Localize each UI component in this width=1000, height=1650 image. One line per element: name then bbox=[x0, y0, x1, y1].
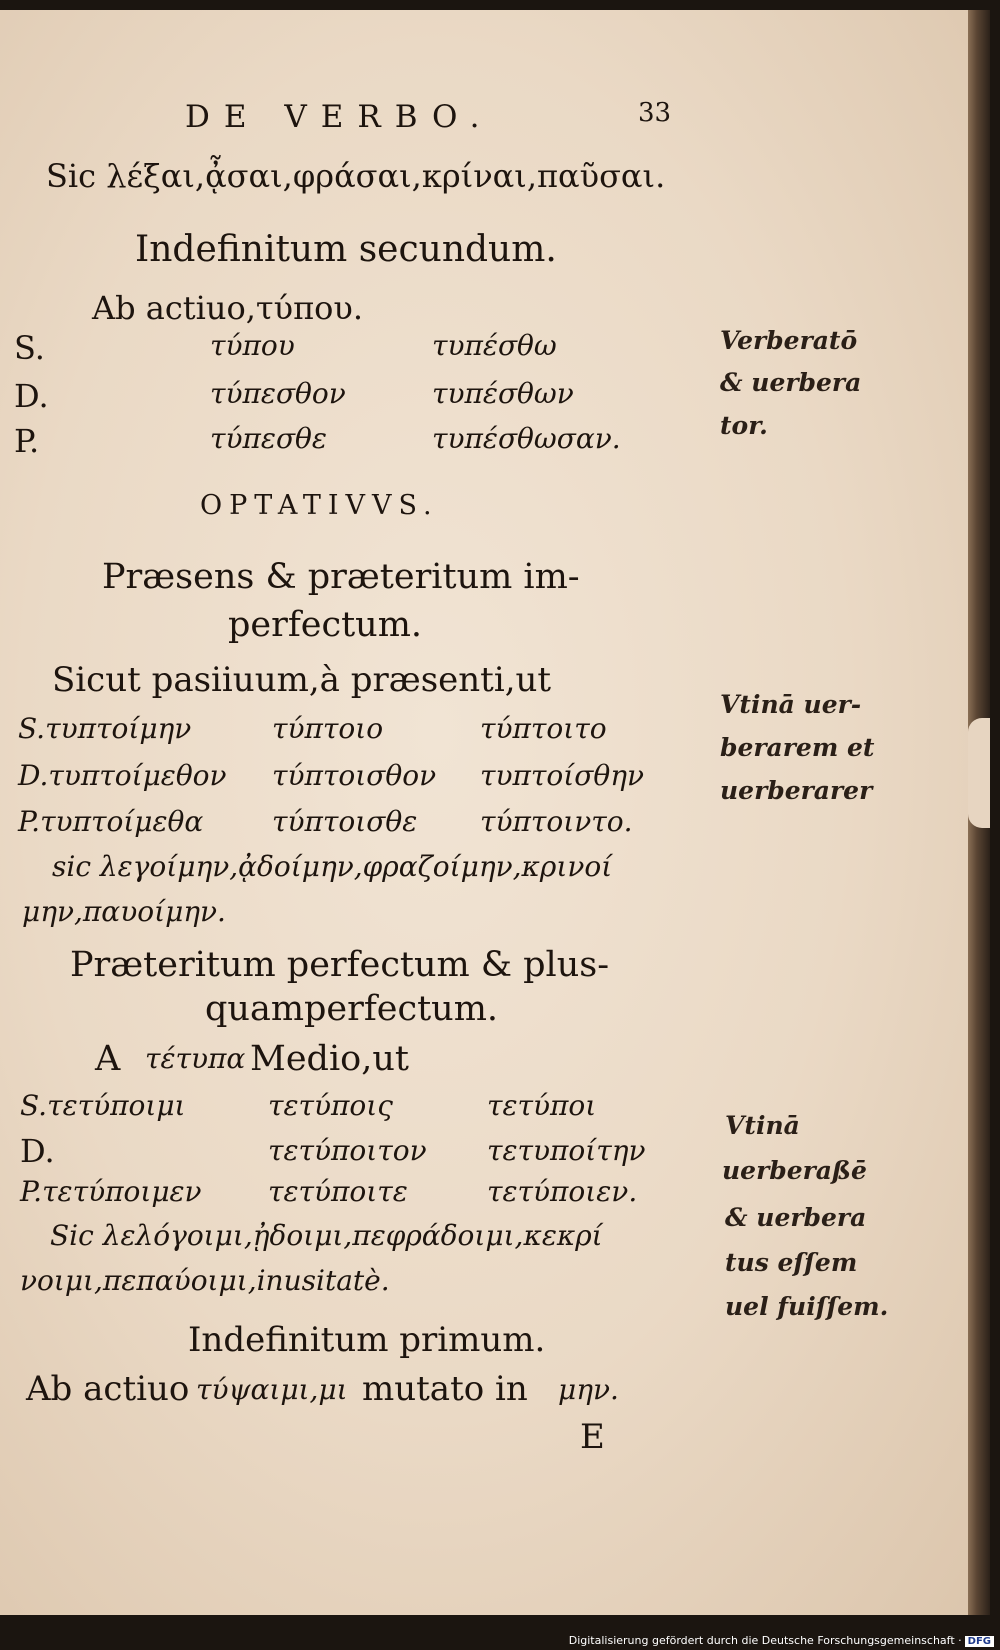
opt-d-3: τυπτοίσθην bbox=[480, 759, 645, 792]
pf-s-2: τετύποις bbox=[268, 1089, 393, 1122]
text-line-18-c: Medio,ut bbox=[250, 1039, 409, 1079]
opt-s-1: S.τυπτοίμην bbox=[18, 712, 192, 745]
cell-s-2: τυπέσθω bbox=[432, 329, 557, 362]
subheading-line-2: perfectum. bbox=[228, 605, 423, 645]
pf-p-2: τετύποιτε bbox=[268, 1175, 408, 1208]
subheading-line-1: Præsens & præteritum im- bbox=[102, 557, 580, 597]
signature-mark: E bbox=[580, 1417, 605, 1457]
pf-d-1: D. bbox=[20, 1132, 55, 1170]
subheading-perfectum-2: quamperfectum. bbox=[205, 989, 499, 1029]
opt-d-1: D.τυπτοίμεθον bbox=[18, 759, 227, 792]
pf-p-3: τετύποιεν. bbox=[487, 1175, 638, 1208]
pf-d-2: τετύποιτον bbox=[268, 1134, 427, 1167]
text-line-23: νοιμι,πεπαύοιμι,inusitatè. bbox=[20, 1264, 390, 1297]
pf-s-3: τετύποι bbox=[487, 1089, 597, 1122]
row-label-s: S. bbox=[14, 329, 45, 367]
section-heading-optatiuus: OPTATIVVS. bbox=[200, 490, 439, 521]
row-label-d: D. bbox=[14, 377, 49, 415]
row-label-p: P. bbox=[14, 422, 40, 460]
opt-p-3: τύπτοιντο. bbox=[480, 805, 633, 838]
text-line-18-a: A bbox=[95, 1039, 121, 1079]
text-line-3: Ab actiuo,τύπου. bbox=[92, 289, 363, 327]
digitization-credit bbox=[569, 1634, 994, 1647]
margin-note-3-line-2: uerberaßē bbox=[722, 1156, 867, 1185]
section-heading-indefinitum-secundum: Indefinitum secundum. bbox=[135, 229, 557, 270]
margin-note-3-line-1: Vtinā bbox=[725, 1111, 800, 1140]
margin-note-1-line-3: tor. bbox=[720, 411, 768, 440]
dfg-logo: DFG bbox=[965, 1636, 994, 1647]
text-line-1: Sic λέξαι,ᾆσαι,φράσαι,κρίναι,παῦσαι. bbox=[46, 157, 666, 195]
section-heading-indefinitum-primum: Indefinitum primum. bbox=[188, 1320, 546, 1360]
margin-note-2-line-2: berarem et bbox=[720, 733, 875, 762]
cell-p-1: τύπεσθε bbox=[210, 422, 327, 455]
margin-note-3-line-3: & uerbera bbox=[725, 1203, 867, 1232]
margin-note-3-line-4: tus eſſem bbox=[725, 1248, 858, 1277]
cell-p-2: τυπέσθωσαν. bbox=[432, 422, 621, 455]
margin-note-2-line-1: Vtinā uer- bbox=[720, 690, 862, 719]
text-line-22: Sic λελόγοιμι,ᾐδοιμι,πεφράδοιμι,κεκρί bbox=[50, 1219, 603, 1252]
text-line-25-d: μην. bbox=[558, 1373, 619, 1406]
book-page bbox=[0, 10, 968, 1615]
page-tab-marker bbox=[968, 718, 990, 828]
text-line-14: sic λεγοίμην,ᾀδοίμην,φραζοίμην,κρινοί bbox=[52, 850, 613, 883]
text-line-25-c: mutato in bbox=[362, 1369, 528, 1409]
credit-text: Digitalisierung gefördert durch die Deutsche Forschungsgemeinschaft · bbox=[568, 1634, 962, 1647]
opt-s-3: τύπτοιτο bbox=[480, 712, 607, 745]
text-line-10: Sicut pasiiuum,à præsenti,ut bbox=[52, 660, 552, 700]
opt-d-2: τύπτοισθον bbox=[272, 759, 437, 792]
opt-p-2: τύπτοισθε bbox=[272, 805, 418, 838]
cell-s-1: τύπου bbox=[210, 329, 295, 362]
cell-d-1: τύπεσθον bbox=[210, 377, 346, 410]
subheading-perfectum-1: Præteritum perfectum & plus- bbox=[70, 945, 610, 985]
opt-p-1: P.τυπτοίμεθα bbox=[18, 805, 204, 838]
text-line-15: μην,παυοίμην. bbox=[22, 895, 226, 928]
page-number: 33 bbox=[638, 98, 672, 128]
cell-d-2: τυπέσθων bbox=[432, 377, 574, 410]
opt-s-2: τύπτοιο bbox=[272, 712, 384, 745]
margin-note-1-line-2: & uerbera bbox=[720, 368, 862, 397]
text-line-18-b: τέτυπα bbox=[145, 1042, 246, 1075]
margin-note-2-line-3: uerberarer bbox=[720, 776, 873, 805]
pf-s-1: S.τετύποιμι bbox=[20, 1089, 186, 1122]
pf-d-3: τετυποίτην bbox=[487, 1134, 646, 1167]
text-line-25-b: τύψαιμι,μι bbox=[196, 1373, 348, 1406]
text-line-25-a: Ab actiuo bbox=[26, 1369, 190, 1409]
pf-p-1: P.τετύποιμεν bbox=[20, 1175, 202, 1208]
margin-note-3-line-5: uel fuiſſem. bbox=[725, 1292, 889, 1321]
margin-note-1-line-1: Verberatō bbox=[720, 326, 858, 355]
running-title: DE VERBO. bbox=[185, 99, 494, 135]
